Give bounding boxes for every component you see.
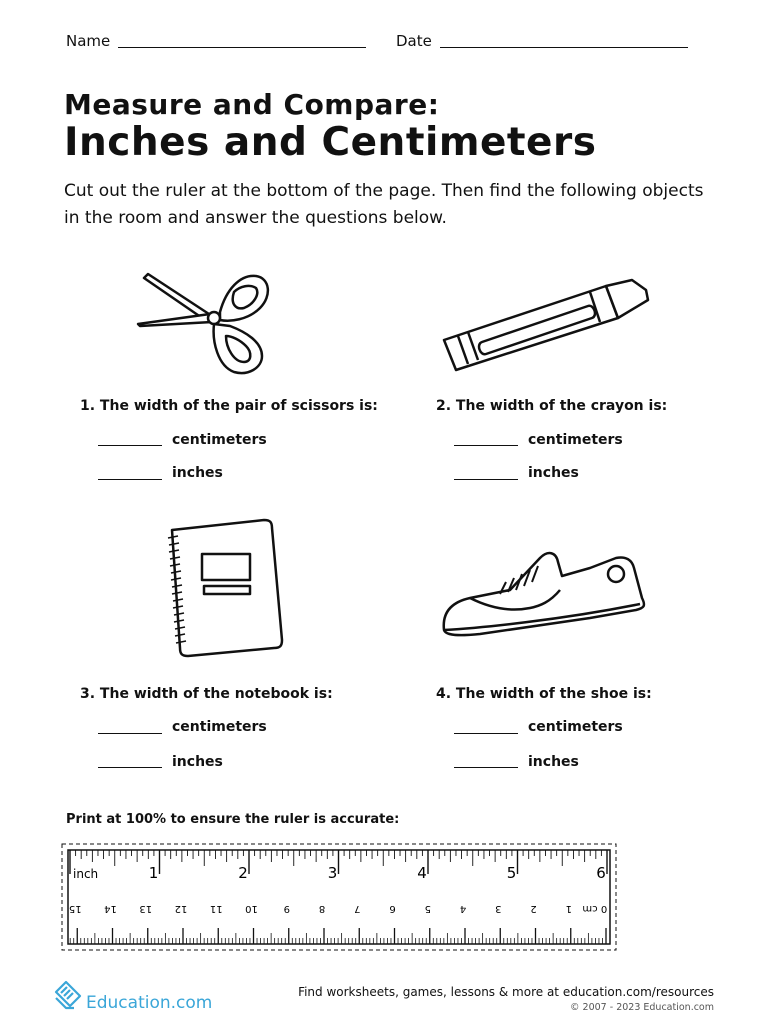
answer-blank-2-cm[interactable] xyxy=(454,445,518,446)
unit-label-in: inches xyxy=(172,754,223,770)
answer-blank-1-cm[interactable] xyxy=(98,445,162,446)
instructions: Cut out the ruler at the bottom of the page. Then find the following objects in the room and answer the questions below. xyxy=(64,181,704,228)
cm-number: 5 xyxy=(424,903,431,914)
cm-number: 2 xyxy=(530,903,537,914)
shoe-icon xyxy=(440,546,650,638)
name-line[interactable] xyxy=(118,47,366,48)
question-4: 4. The width of the shoe is: xyxy=(436,686,652,702)
question-1: 1. The width of the pair of scissors is: xyxy=(80,398,378,414)
page-subtitle: Measure and Compare: xyxy=(64,88,440,121)
answer-blank-2-in[interactable] xyxy=(454,479,518,480)
unit-label-cm: centimeters xyxy=(528,719,623,735)
cm-number: 8 xyxy=(318,903,326,914)
ruler-inch-label: inch xyxy=(73,867,99,881)
cm-number: 11 xyxy=(209,903,223,914)
cm-number: 12 xyxy=(174,903,188,914)
cm-number: 13 xyxy=(139,903,153,914)
answer-blank-3-cm[interactable] xyxy=(98,733,162,734)
education-logo-icon xyxy=(52,978,84,1012)
unit-label-cm: centimeters xyxy=(172,719,267,735)
inch-number: 3 xyxy=(327,864,338,882)
date-line[interactable] xyxy=(440,47,688,48)
crayon-icon xyxy=(438,276,654,372)
unit-label-in: inches xyxy=(528,754,579,770)
scissors-icon xyxy=(130,266,280,381)
cm-number: 4 xyxy=(459,903,467,914)
cm-number: 6 xyxy=(389,903,396,914)
answer-blank-4-in[interactable] xyxy=(454,767,518,768)
inch-number: 1 xyxy=(148,864,159,882)
inch-number: 6 xyxy=(596,864,606,882)
date-label: Date xyxy=(396,32,432,50)
footer-copyright: © 2007 - 2023 Education.com xyxy=(570,1002,714,1013)
answer-blank-4-cm[interactable] xyxy=(454,733,518,734)
cm-number: 1 xyxy=(565,903,572,914)
answer-blank-1-in[interactable] xyxy=(98,479,162,480)
question-3: 3. The width of the notebook is: xyxy=(80,686,333,702)
ruler[interactable] xyxy=(60,842,618,952)
brand-name: Education.com xyxy=(86,993,213,1013)
ruler-note: Print at 100% to ensure the ruler is accurate: xyxy=(66,812,400,827)
footer-resources-link[interactable]: Find worksheets, games, lessons & more at education.com/resources xyxy=(298,985,714,999)
cm-number: 7 xyxy=(354,903,361,914)
answer-blank-3-in[interactable] xyxy=(98,767,162,768)
cm-number: 3 xyxy=(495,903,502,914)
page-title: Inches and Centimeters xyxy=(64,120,597,165)
question-2: 2. The width of the crayon is: xyxy=(436,398,668,414)
cm-label: cm xyxy=(582,903,598,914)
cm-number: 10 xyxy=(245,903,258,914)
unit-label-in: inches xyxy=(528,465,579,481)
cm-number: 14 xyxy=(104,903,117,914)
cm-number: 15 xyxy=(68,903,82,914)
unit-label-cm: centimeters xyxy=(172,432,267,448)
inch-number: 5 xyxy=(506,864,517,882)
unit-label-cm: centimeters xyxy=(528,432,623,448)
unit-label-in: inches xyxy=(172,465,223,481)
notebook-icon xyxy=(164,516,288,661)
cm-number: 9 xyxy=(283,903,290,914)
inch-number: 2 xyxy=(238,864,248,882)
cm-number: 0 xyxy=(600,903,608,914)
inch-number: 4 xyxy=(417,864,427,882)
name-label: Name xyxy=(66,32,111,50)
